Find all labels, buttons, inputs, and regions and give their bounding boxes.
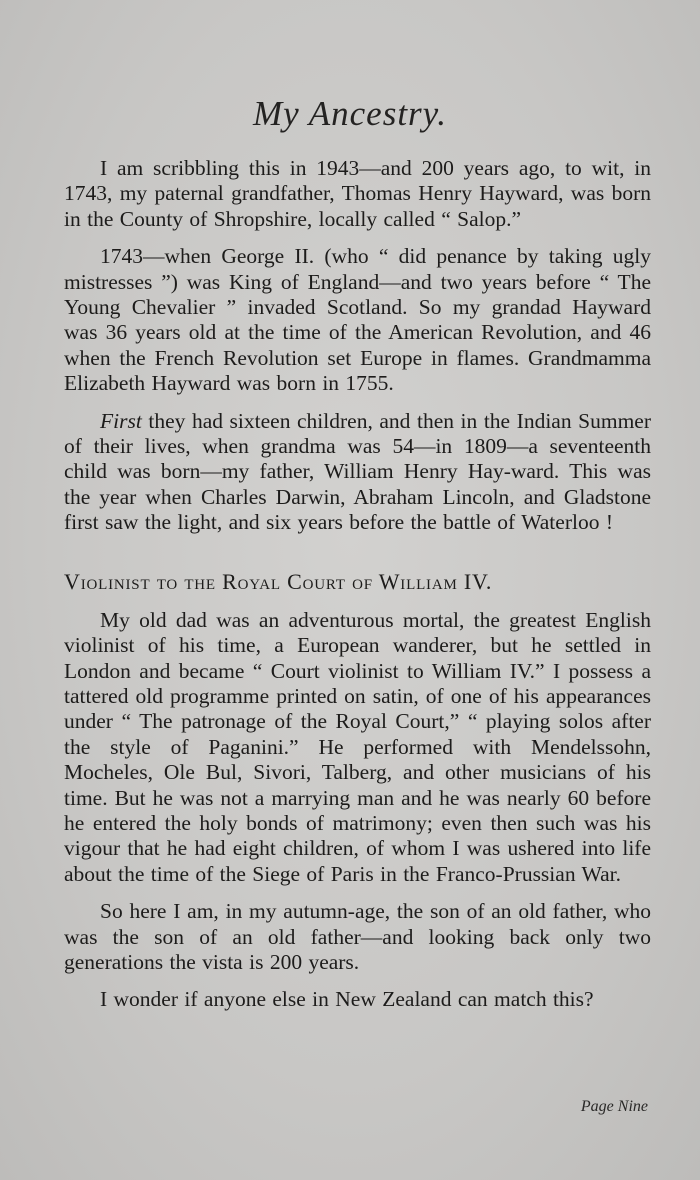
paragraph-3-lead: First xyxy=(100,408,142,433)
paragraph-6: I wonder if anyone else in New Zealand can match this? xyxy=(100,987,594,1012)
section-heading: Violinist to the Royal Court of William IV. xyxy=(64,568,493,594)
paragraph-1: I am scribbling this in 1943—and 200 years ago, to wit, in 1743, my paternal grandfather, Thomas Henry Hayward, was born in the County of Shropshire, locally called “ Salop.” xyxy=(64,156,651,231)
paragraph-3-rest: they had sixteen children, and then in the Indian Summer of their lives, when grandma was 54—in 1809—a seventeenth child was born—my father, William Henry Hay-ward. This was the year when Charles Darwin, Abraham Lincoln, and Gladstone first saw the light, and six years before the battle of Waterloo ! xyxy=(64,408,651,535)
paragraph-4: My old dad was an adventurous mortal, the greatest English violinist of his time, a European wanderer, but he settled in London and became “ Court violinist to William IV.” I possess a tattered old programme printed on satin, of one of his appearances under “ The patronage of the Royal Court,” “ playing solos after the style of Paganini.” He performed with Mendelssohn, Mocheles, Ole Bul, Sivori, Talberg, and other musicians of his time. But he was not a marrying man and he was nearly 60 before he entered the holy bonds of matrimony; even then such was his vigour that he had eight children, of whom I was ushered into life about the time of the Siege of Paris in the Franco-Prussian War. xyxy=(64,607,651,886)
paragraph-5: So here I am, in my autumn-age, the son of an old father, who was the son of an old father—and looking back only two generations the vista is 200 years. xyxy=(64,899,651,974)
paragraph-2: 1743—when George II. (who “ did penance by taking ugly mistresses ”) was King of England—and two years before “ The Young Chevalier ” invaded Scotland. So my grandad Hayward was 36 years old at the time of the American Revolution, and 46 when the French Revolution set Europe in flames. Grandmamma Elizabeth Hayward was born in 1755. xyxy=(64,244,651,396)
page-title: My Ancestry. xyxy=(252,94,448,133)
paragraph-3 xyxy=(64,409,651,536)
page-number: Page Nine xyxy=(580,1098,648,1115)
body-text xyxy=(64,156,651,1025)
